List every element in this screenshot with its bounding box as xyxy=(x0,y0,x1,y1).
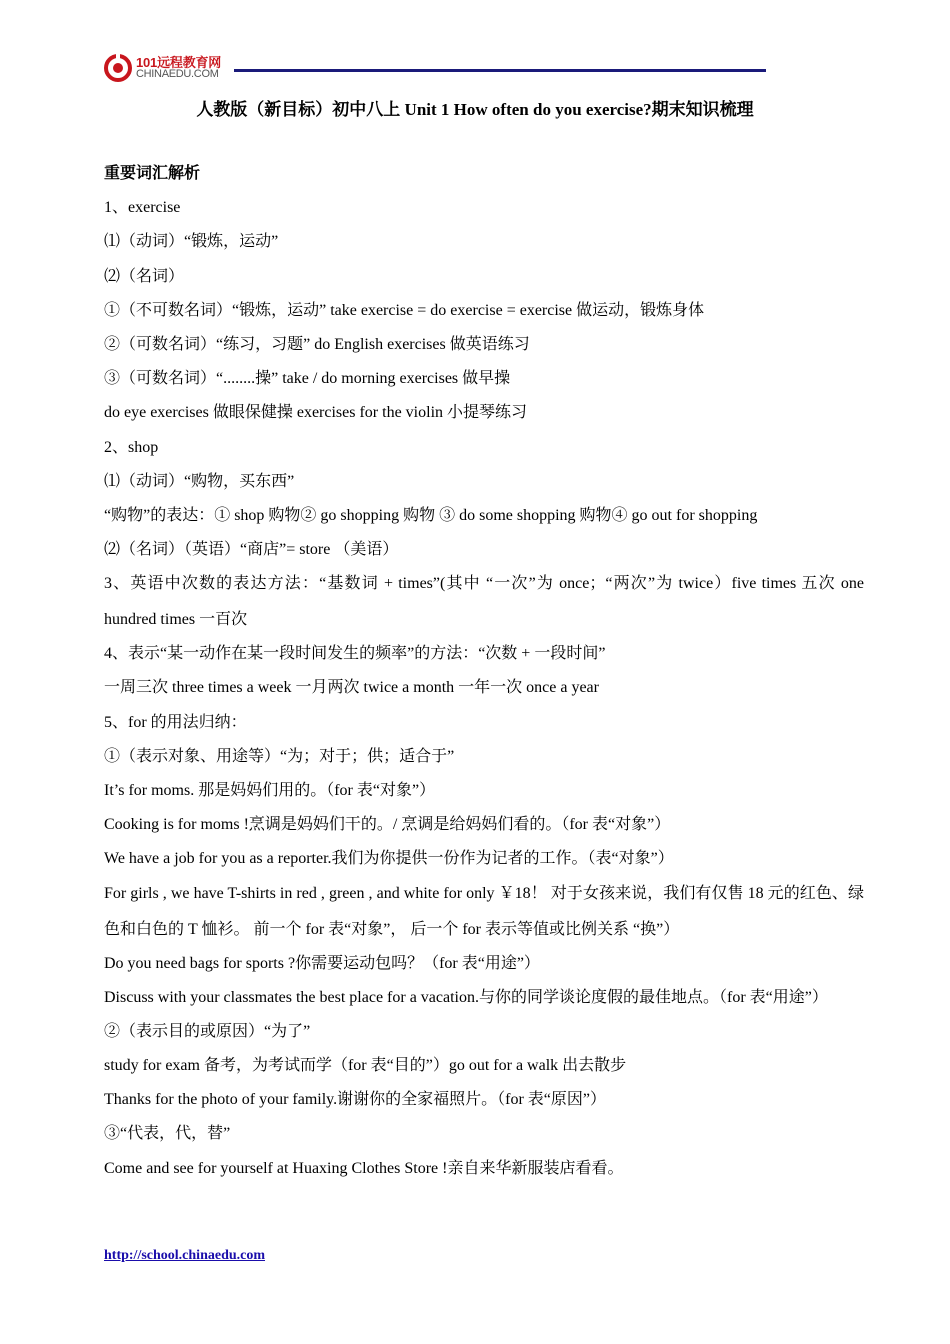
text-line: ⑵（名词） xyxy=(104,267,185,285)
header-divider xyxy=(234,69,766,72)
text-line: ⑴（动词）“购物，买东西” xyxy=(104,472,295,490)
text-line: 2、shop xyxy=(104,438,159,456)
text-line: ②（表示目的或原因）“为了” xyxy=(104,1022,311,1040)
text-line: do eye exercises 做眼保健操 exercises for the violin 小提琴练习 xyxy=(104,404,528,422)
footer-link[interactable]: http://school.chinaedu.com xyxy=(104,1248,266,1263)
text-line: ②（可数名词）“练习，习题” do English exercises 做英语练习 xyxy=(104,335,530,353)
text-line: study for exam 备考，为考试而学（for 表“目的”）go out for a walk 出去散步 xyxy=(104,1056,627,1074)
text-line: We have a job for you as a reporter.我们为你提供一份作为记者的工作。（表“对象”） xyxy=(104,850,674,868)
logo-text-bottom: CHINAEDU.COM xyxy=(136,68,219,80)
text-line: ①（表示对象、用途等）“为；对于；供；适合于” xyxy=(104,747,455,765)
text-line: ③“代表，代，替” xyxy=(104,1125,231,1143)
text-line: Do you need bags for sports ?你需要运动包吗？（for 表“用途”） xyxy=(104,954,540,972)
text-line: Cooking is for moms !烹调是妈妈们干的。/ 烹调是给妈妈们看的。（for 表“对象”） xyxy=(104,816,671,834)
document-title: 人教版（新目标）初中八上 Unit 1 How often do you exercise?期末知识梳理 xyxy=(196,100,754,119)
text-line: Thanks for the photo of your family.谢谢你的全家福照片。（for 表“原因”） xyxy=(104,1091,606,1109)
text-line: ①（不可数名词）“锻炼，运动” take exercise = do exercise = exercise 做运动，锻炼身体 xyxy=(104,301,705,319)
text-line: 1、exercise xyxy=(104,199,181,217)
text-line: ⑴（动词）“锻炼，运动” xyxy=(104,233,279,251)
text-line: 4、表示“某一动作在某一段时间发生的频率”的方法：“次数 + 一段时间” xyxy=(104,645,606,663)
chinaedu-logo xyxy=(104,50,234,86)
logo-text-top: 101远程教育网 xyxy=(136,55,222,70)
text-paragraph: Discuss with your classmates the best place for a vacation.与你的同学谈论度假的最佳地点。（for 表“用途”） xyxy=(104,988,828,1006)
page-header xyxy=(104,50,766,86)
logo-mark-icon xyxy=(104,54,132,82)
text-line: It’s for moms. 那是妈妈们用的。（for 表“对象”） xyxy=(104,782,436,799)
text-line: 一周三次 three times a week 一月两次 twice a month 一年一次 once a year xyxy=(104,679,599,697)
section-heading: 重要词汇解析 xyxy=(104,165,201,182)
text-line: 5、for 的用法归纳： xyxy=(104,713,247,731)
text-line: Come and see for yourself at Huaxing Clothes Store !亲自来华新服装店看看。 xyxy=(104,1159,624,1177)
text-line: ③（可数名词）“........操” take / do morning exercises 做早操 xyxy=(104,370,511,388)
document-body xyxy=(104,164,864,1193)
text-paragraph: 3、英语中次数的表达方法：“基数词 + times”(其中 “一次”为 once；“两次”为 twice）five times 五次 one hundred times 一百次 xyxy=(104,575,864,629)
text-paragraph: For girls , we have T-shirts in red , green , and white for only ￥18！ 对于女孩来说，我们有仅售 18 元的红色、绿色和白色的 T 恤衫。 前一个 for 表“对象”， 后一个 for 表示等值或比例关系 “换”） xyxy=(104,884,864,938)
text-line: ⑵（名词）（英语）“商店”= store （美语） xyxy=(104,541,399,559)
text-line: “购物”的表达：① shop 购物② go shopping 购物 ③ do some shopping 购物④ go out for shopping xyxy=(104,506,758,524)
